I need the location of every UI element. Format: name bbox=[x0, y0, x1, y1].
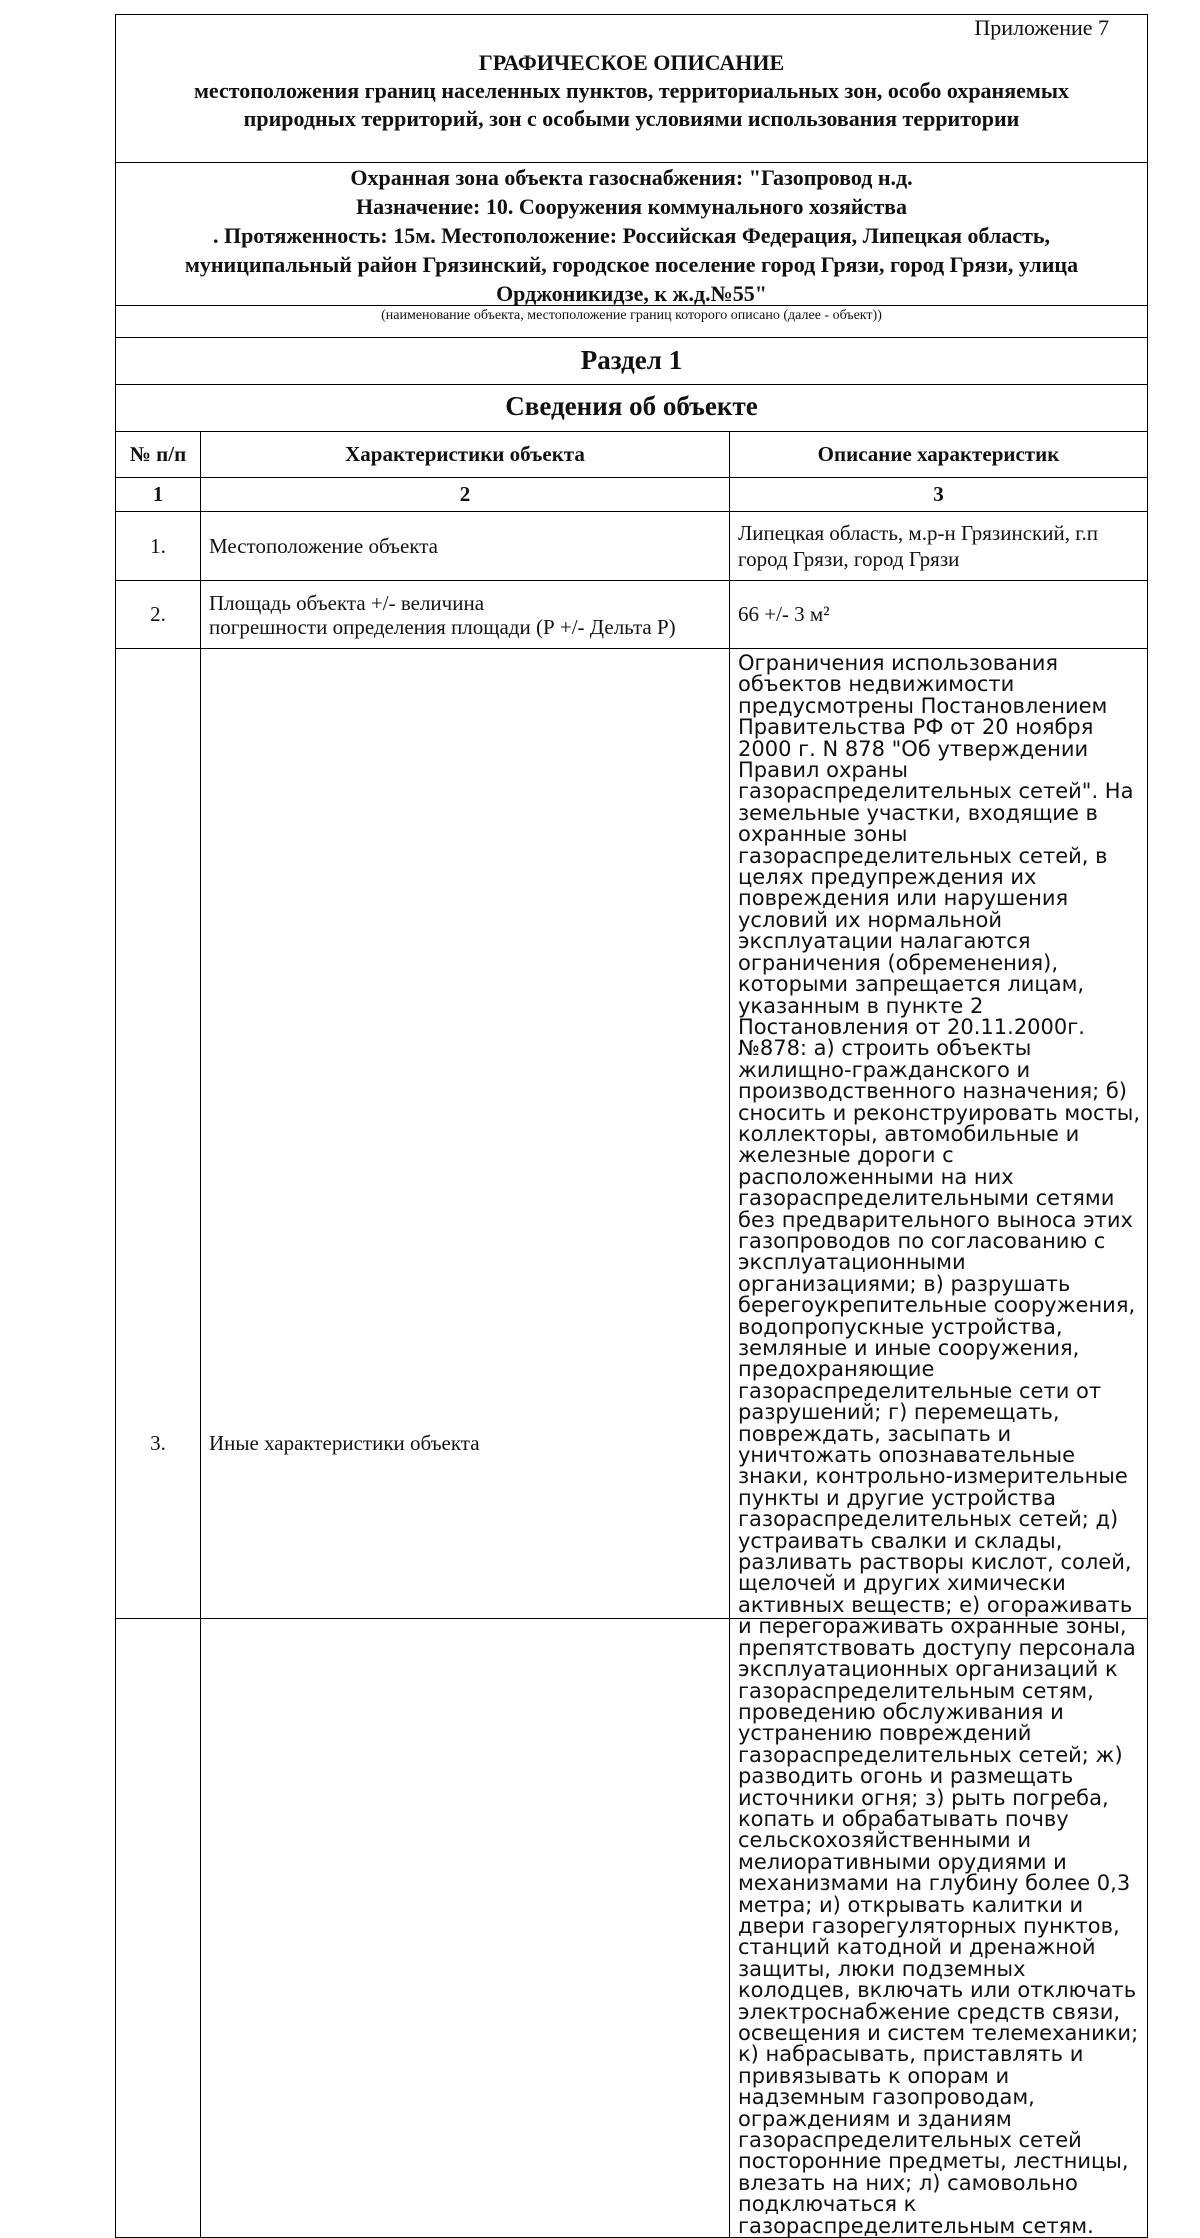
characteristic-line: Площадь объекта +/- величина bbox=[209, 590, 485, 615]
column-number: 3 bbox=[730, 478, 1148, 512]
table-row bbox=[116, 649, 1148, 2238]
column-number: 1 bbox=[116, 478, 201, 512]
column-number-row bbox=[116, 478, 1148, 512]
title-line-1: ГРАФИЧЕСКОЕ ОПИСАНИЕ bbox=[478, 50, 785, 75]
table-header-row bbox=[116, 432, 1148, 478]
document-title bbox=[116, 49, 1147, 133]
row-description: Липецкая область, м.р-н Грязинский, г.п город Грязи, город Грязи bbox=[730, 512, 1148, 581]
table-row bbox=[116, 581, 1148, 649]
title-line-2: местоположения границ населенных пунктов, территориальных зон, особо охраняемых bbox=[193, 78, 1070, 103]
row-characteristic: Местоположение объекта bbox=[201, 512, 730, 581]
row-number: 2. bbox=[116, 581, 201, 649]
row-number: 3. bbox=[116, 649, 201, 2238]
object-caption: (наименование объекта, местоположение границ которого описано (далее - объект)) bbox=[381, 308, 882, 323]
row-characteristic: Иные характеристики объекта bbox=[201, 649, 730, 2238]
row-characteristic bbox=[201, 581, 730, 649]
appendix-label: Приложение 7 bbox=[974, 15, 1109, 40]
document-frame bbox=[115, 14, 1148, 2238]
characteristics-table bbox=[115, 431, 1148, 2238]
object-description bbox=[116, 163, 1147, 308]
divider bbox=[116, 384, 1147, 385]
object-line-2: Назначение: 10. Сооружения коммунального хозяйства bbox=[355, 194, 908, 219]
section-subtitle: Сведения об объекте bbox=[505, 391, 758, 421]
object-line-3: . Протяженность: 15м. Местоположение: Российская Федерация, Липецкая область, bbox=[212, 223, 1051, 248]
table-row bbox=[116, 512, 1148, 581]
row-description: Ограничения использования объектов недвижимости предусмотрены Постановлением Правительства РФ от 20 ноября 2000 г. N 878 "Об утверждении Правил охраны газораспределительных сетей". На земельные участки, входящие в охранные зоны газораспределительных сетей, в целях предупреждения их повреждения или нарушения условий их нормальной эксплуатации налагаются ограничения (обременения), которыми запрещается лицам, указанным в пункте 2 Постановления от 20.11.2000г. №878: а) строить объекты жилищно-гражданского и производственного назначения; б) сносить и реконструировать мосты, коллекторы, автомобильные и железные дороги с расположенными на них газораспределительными сетями без предварительного выноса этих газопроводов по согласованию с эксплуатационными организациями; в) разрушать берегоукрепительные сооружения, водопропускные устройства, земляные и иные сооружения, предохраняющие газораспределительные сети от разрушений; г) перемещать, повреждать, засыпать и уничтожать опознавательные знаки, контрольно-измерительные пункты и другие устройства газораспределительных сетей; д) устраивать свалки и склады, разливать растворы кислот, солей, щелочей и других химически активных веществ; е) огораживать и перегораживать охранные зоны, препятствовать доступу персонала эксплуатационных организаций к газораспределительным сетям, проведению обслуживания и устранению повреждений газораспределительных сетей; ж) разводить огонь и размещать источники огня; з) рыть погреба, копать и обрабатывать почву сельскохозяйственными и мелиоративными орудиями и механизмами на глубину более 0,3 метра; и) открывать калитки и двери газорегуляторных пунктов, станций катодной и дренажной защиты, люки подземных колодцев, включать или отключать электроснабжение средств связи, освещения и систем телемеханики; к) набрасывать, приставлять и привязывать к опорам и надземным газопроводам, ограждениям и зданиям газораспределительных сетей посторонние предметы, лестницы, влезать на них; л) самовольно подключаться к газораспределительным сетям. bbox=[730, 649, 1148, 2238]
divider bbox=[116, 305, 1147, 306]
divider bbox=[116, 337, 1147, 338]
characteristic-line: погрешности определения площади (Р +/- Дельта Р) bbox=[209, 614, 676, 639]
object-line-5: Орджоникидзе, к ж.д.№55" bbox=[496, 281, 767, 306]
row-description: 66 +/- 3 м² bbox=[730, 581, 1148, 649]
object-line-4: муниципальный район Грязинский, городское поселение город Грязи, город Грязи, улица bbox=[184, 252, 1079, 277]
column-number: 2 bbox=[201, 478, 730, 512]
row-number: 1. bbox=[116, 512, 201, 581]
header-number: № п/п bbox=[116, 432, 201, 478]
header-characteristics: Характеристики объекта bbox=[201, 432, 730, 478]
header-description: Описание характеристик bbox=[730, 432, 1148, 478]
section-title: Раздел 1 bbox=[580, 345, 683, 375]
title-line-3: природных территорий, зон с особыми условиями использования территории bbox=[243, 106, 1020, 131]
object-line-1: Охранная зона объекта газоснабжения: "Газопровод н.д. bbox=[350, 165, 913, 190]
